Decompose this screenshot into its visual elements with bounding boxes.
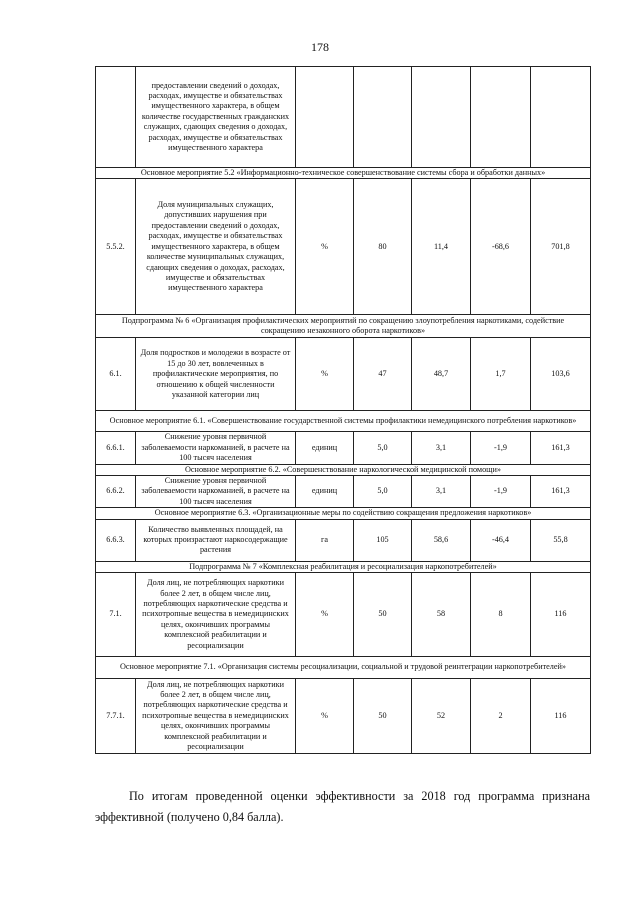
unit-cell: единиц xyxy=(296,476,354,508)
row-number-cell: 7.7.1. xyxy=(96,679,136,754)
percent-cell: 103,6 xyxy=(531,338,591,411)
section-heading: Подпрограмма № 7 «Комплексная реабилитация и ресоциализация наркопотребителей» xyxy=(96,561,591,572)
table-row xyxy=(96,679,591,754)
deviation-cell xyxy=(471,67,531,168)
percent-cell: 116 xyxy=(531,679,591,754)
table-row xyxy=(96,338,591,411)
deviation-cell: 8 xyxy=(471,573,531,657)
row-number-cell xyxy=(96,67,136,168)
deviation-cell: 2 xyxy=(471,679,531,754)
unit-cell: % xyxy=(296,179,354,315)
fact-value-cell: 58,6 xyxy=(412,519,471,561)
unit-cell: га xyxy=(296,519,354,561)
deviation-cell: 1,7 xyxy=(471,338,531,411)
table-row xyxy=(96,476,591,508)
table-row xyxy=(96,179,591,315)
percent-cell: 55,8 xyxy=(531,519,591,561)
evaluation-table xyxy=(95,66,591,754)
unit-cell: % xyxy=(296,573,354,657)
section-heading-row xyxy=(96,657,591,679)
percent-cell: 161,3 xyxy=(531,432,591,464)
deviation-cell: -1,9 xyxy=(471,432,531,464)
section-heading-row xyxy=(96,464,591,475)
unit-cell: единиц xyxy=(296,432,354,464)
section-heading-row xyxy=(96,168,591,179)
unit-cell xyxy=(296,67,354,168)
section-heading: Основное мероприятие 7.1. «Организация системы ресоциализации, социальной и трудовой реинтеграции наркопотребителей» xyxy=(96,657,591,679)
deviation-cell: -68,6 xyxy=(471,179,531,315)
indicator-cell: Снижение уровня первичной заболеваемости наркоманией, в расчете на 100 тысяч населения xyxy=(136,432,296,464)
section-heading-row xyxy=(96,315,591,338)
row-number-cell: 5.5.2. xyxy=(96,179,136,315)
table-row xyxy=(96,432,591,464)
fact-value-cell xyxy=(412,67,471,168)
percent-cell: 701,8 xyxy=(531,179,591,315)
plan-value-cell: 105 xyxy=(354,519,412,561)
table-row xyxy=(96,519,591,561)
row-number-cell: 6.6.1. xyxy=(96,432,136,464)
fact-value-cell: 52 xyxy=(412,679,471,754)
plan-value-cell xyxy=(354,67,412,168)
indicator-cell: Количество выявленных площадей, на которых произрастают наркосодержащие растения xyxy=(136,519,296,561)
section-heading: Основное мероприятие 6.1. «Совершенствование государственной системы профилактики немедицинского потребления наркотиков» xyxy=(96,411,591,432)
table-row xyxy=(96,573,591,657)
indicator-cell: Снижение уровня первичной заболеваемости наркоманией, в расчете на 100 тысяч населения xyxy=(136,476,296,508)
fact-value-cell: 3,1 xyxy=(412,432,471,464)
percent-cell: 116 xyxy=(531,573,591,657)
indicator-cell: Доля муниципальных служащих, допустивших нарушения при предоставлении сведений о доходах, расходах, имуществе и обязательствах имущественного характера, в общем количестве муниципальных служащих, сдающих сведения о доходах, расходах, имуществе и обязательствах имущественного характера xyxy=(136,179,296,315)
plan-value-cell: 80 xyxy=(354,179,412,315)
section-heading-row xyxy=(96,561,591,572)
percent-cell xyxy=(531,67,591,168)
row-number-cell: 6.6.3. xyxy=(96,519,136,561)
plan-value-cell: 47 xyxy=(354,338,412,411)
fact-value-cell: 3,1 xyxy=(412,476,471,508)
indicator-cell: Доля подростков и молодежи в возрасте от 15 до 30 лет, вовлеченных в профилактические мероприятия, по отношению к общей численности указанной категории лиц xyxy=(136,338,296,411)
deviation-cell: -46,4 xyxy=(471,519,531,561)
percent-cell: 161,3 xyxy=(531,476,591,508)
section-heading: Основное мероприятие 6.2. «Совершенствование наркологической медицинской помощи» xyxy=(96,464,591,475)
plan-value-cell: 50 xyxy=(354,679,412,754)
deviation-cell: -1,9 xyxy=(471,476,531,508)
closing-paragraph: По итогам проведенной оценки эффективности за 2018 год программа признана эффективной (получено 0,84 балла). xyxy=(95,789,590,824)
row-number-cell: 7.1. xyxy=(96,573,136,657)
plan-value-cell: 5,0 xyxy=(354,476,412,508)
page-number: 178 xyxy=(311,40,329,54)
unit-cell: % xyxy=(296,679,354,754)
indicator-cell: предоставлении сведений о доходах, расходах, имуществе и обязательствах имущественного характера, в общем количестве государственных гражданских служащих, сдающих сведения о доходах, расходах, имуществе и обязательствах имущественного характера xyxy=(136,67,296,168)
plan-value-cell: 50 xyxy=(354,573,412,657)
fact-value-cell: 48,7 xyxy=(412,338,471,411)
unit-cell: % xyxy=(296,338,354,411)
row-number-cell: 6.6.2. xyxy=(96,476,136,508)
section-heading: Подпрограмма № 6 «Организация профилактических мероприятий по сокращению злоупотребления наркотиками, содействие сокращению незаконного оборота наркотиков» xyxy=(96,315,591,338)
indicator-cell: Доля лиц, не потребляющих наркотики более 2 лет, в общем числе лиц, потребляющих наркотические средства и психотропные вещества в немедицинских целях, окончивших программы комплексной реабилитации и ресоциализации xyxy=(136,679,296,754)
indicator-cell: Доля лиц, не потребляющих наркотики более 2 лет, в общем числе лиц, потребляющих наркотические средства и психотропные вещества в немедицинских целях, окончивших программы комплексной реабилитации и ресоциализации xyxy=(136,573,296,657)
section-heading-row xyxy=(96,411,591,432)
section-heading-row xyxy=(96,508,591,519)
fact-value-cell: 11,4 xyxy=(412,179,471,315)
fact-value-cell: 58 xyxy=(412,573,471,657)
section-heading: Основное мероприятие 6.3. «Организационные меры по содействию сокращения предложения наркотиков» xyxy=(96,508,591,519)
row-number-cell: 6.1. xyxy=(96,338,136,411)
table-row xyxy=(96,67,591,168)
section-heading: Основное мероприятие 5.2 «Информационно-техническое совершенствование системы сбора и обработки данных» xyxy=(96,168,591,179)
plan-value-cell: 5,0 xyxy=(354,432,412,464)
